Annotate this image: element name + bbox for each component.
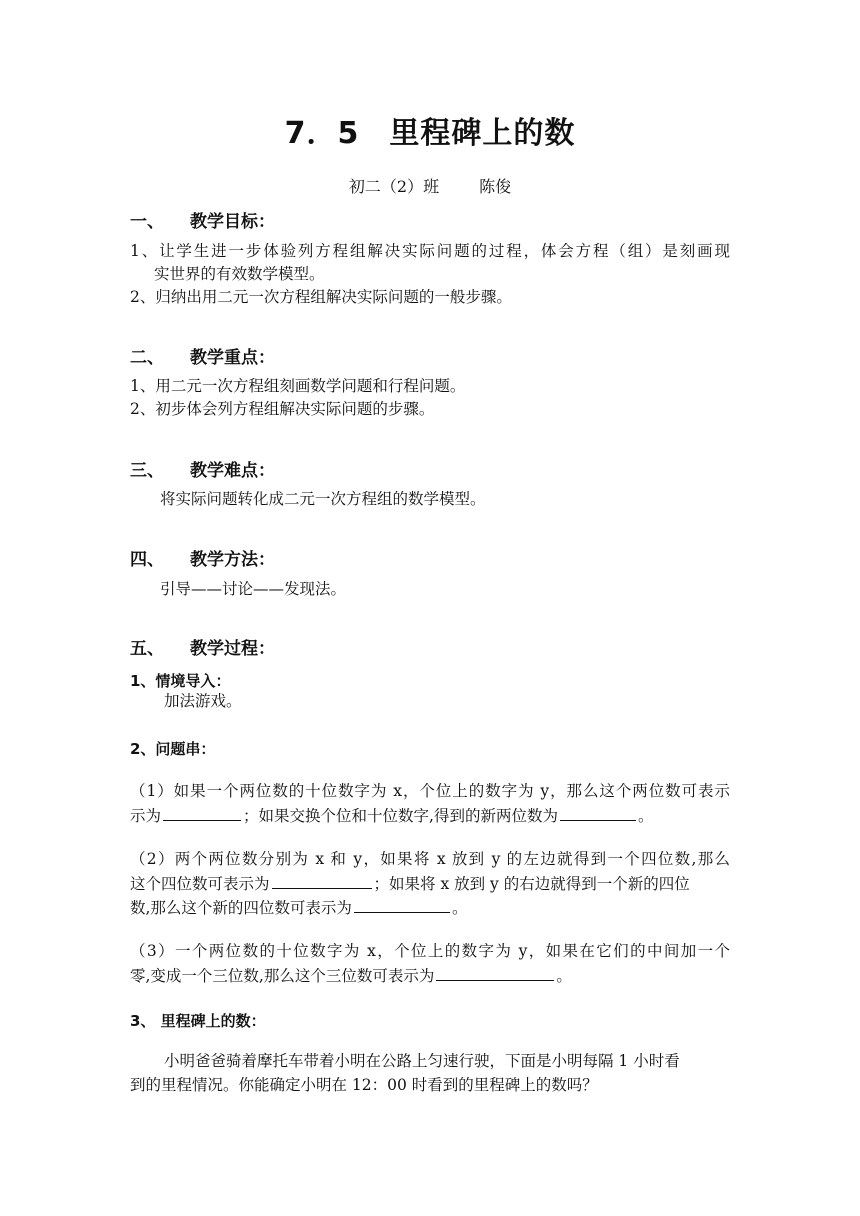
keypoint-item-2: 2、初步体会列方程组解决实际问题的步骤。: [130, 400, 435, 418]
keypoint-item-1: 1、用二元一次方程组刻画数学问题和行程问题。: [130, 377, 466, 395]
subheading-questions: 2、问题串：: [130, 740, 216, 758]
goal-item-2: 2、归纳出用二元一次方程组解决实际问题的一般步骤。: [130, 288, 512, 306]
answer-blank-3[interactable]: [272, 872, 372, 889]
question-2-line-2: 这个四位数可表示为 ；如果将 x 放到 y 的右边就得到一个新的四位: [130, 872, 730, 896]
section-heading-keypoints: 二、 教学重点：: [130, 348, 275, 368]
question-2-line-1: （2）两个两位数分别为 x 和 y，如果将 x 放到 y 的左边就得到一个四位数,那么: [130, 850, 730, 868]
section-heading-process: 五、 教学过程：: [130, 639, 275, 659]
question-1-line-1: （1）如果一个两位数的十位数字为 x，个位上的数字为 y，那么这个两位数可表示: [130, 782, 730, 800]
subheading-milestone: 3、 里程碑上的数：: [130, 1012, 266, 1030]
title-number: 7．5: [284, 116, 360, 151]
author-name: 陈俊: [479, 177, 512, 196]
answer-blank-1[interactable]: [163, 804, 241, 821]
section-heading-method: 四、 教学方法：: [130, 550, 275, 570]
question-1-line-2: 示为 ；如果交换个位和十位数字,得到的新两位数为 。: [130, 804, 730, 828]
class-name: 初二（2）班: [348, 177, 440, 196]
byline: [0, 174, 860, 197]
answer-blank-5[interactable]: [436, 964, 554, 981]
subheading-intro: 1、情境导入：: [130, 672, 231, 690]
intro-text: 加法游戏。: [164, 692, 242, 710]
difficulty-text: 将实际问题转化成二元一次方程组的数学模型。: [160, 490, 486, 508]
answer-blank-2[interactable]: [560, 804, 636, 821]
milestone-paragraph-line-2: 到的里程情况。你能确定小明在 12：00 时看到的里程碑上的数吗？: [130, 1076, 598, 1094]
title-text: 里程碑上的数: [389, 116, 576, 151]
page-title: [0, 108, 860, 152]
milestone-paragraph-line-1: 小明爸爸骑着摩托车带着小明在公路上匀速行驶，下面是小明每隔 1 小时看: [164, 1052, 680, 1070]
question-3-line-1: （3）一个两位数的十位数字为 x，个位上的数字为 y，如果在它们的中间加一个: [130, 942, 730, 960]
question-3-line-2: 零,变成一个三位数,那么这个三位数可表示为 。: [130, 964, 730, 988]
goal-item-1-cont: 实世界的有效数学模型。: [154, 265, 325, 283]
goal-item-1: 1、让学生进一步体验列方程组解决实际问题的过程，体会方程（组）是刻画现: [130, 242, 730, 260]
answer-blank-4[interactable]: [354, 896, 450, 913]
question-2-line-3: 数,那么这个新的四位数可表示为 。: [130, 896, 730, 920]
method-text: 引导——讨论——发现法。: [160, 580, 347, 598]
section-heading-difficulty: 三、 教学难点：: [130, 461, 275, 481]
section-heading-goals: 一、 教学目标：: [130, 212, 275, 232]
